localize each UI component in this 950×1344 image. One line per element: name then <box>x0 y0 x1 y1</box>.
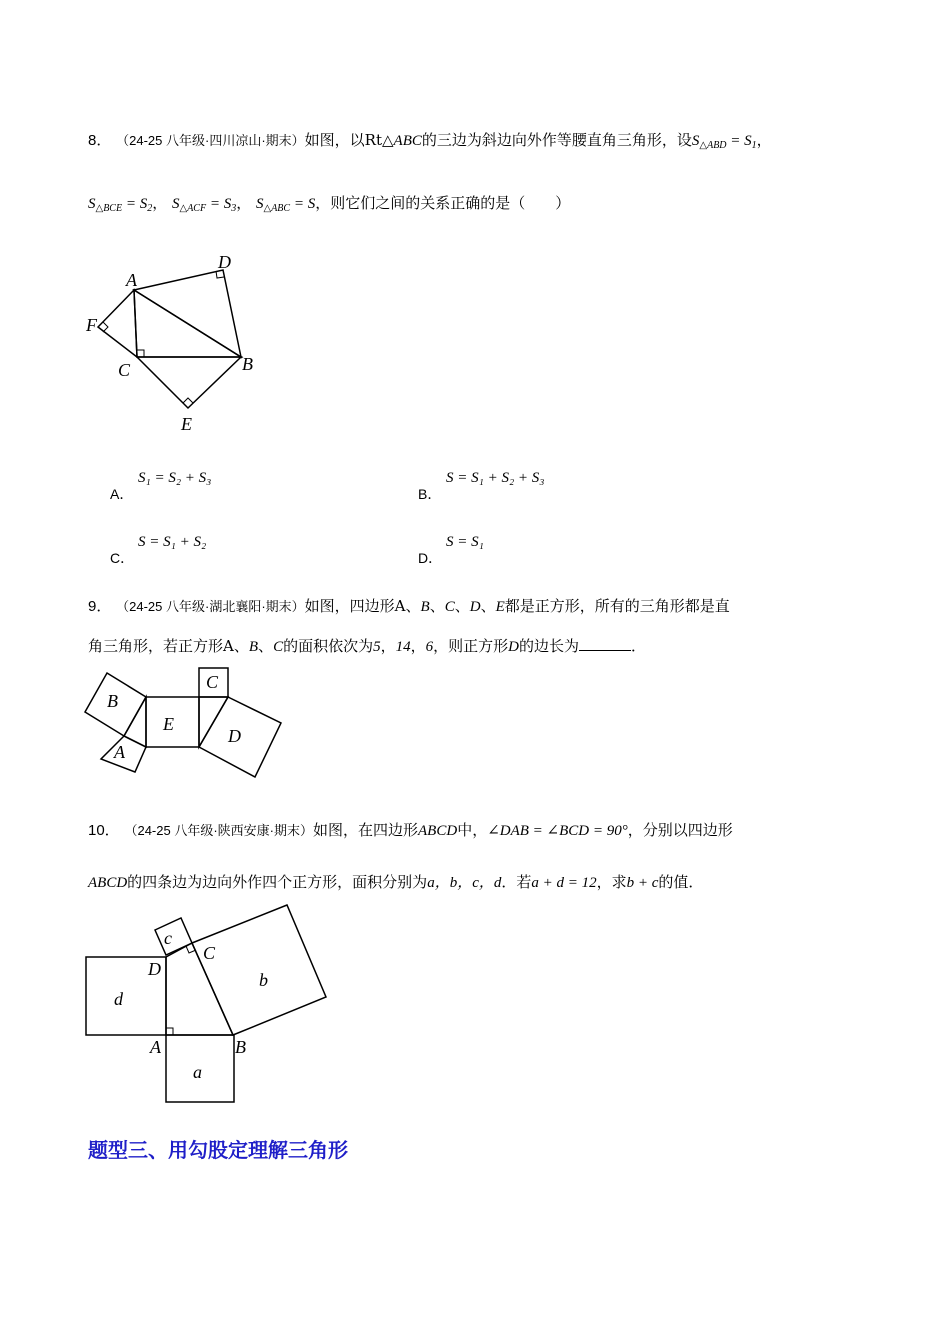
q9-line2: 角三角形，若正方形A、B、C的面积依次为5，14，6，则正方形D的边长为 ． <box>88 637 647 655</box>
q9-number: 9． <box>88 598 112 615</box>
q8-label-e: E <box>181 414 192 434</box>
q8-label-b: B <box>242 354 253 374</box>
q8-label-d: D <box>218 252 231 272</box>
q8-option-c-formula: S = S₁ + S₂ <box>138 534 207 550</box>
q8-label-f: F <box>86 315 97 335</box>
q10-label-b-small: b <box>259 970 268 990</box>
q10-label-a: A <box>150 1037 161 1057</box>
q8-label-c: C <box>118 360 131 380</box>
q10-label-d: D <box>148 959 161 979</box>
q8-rt: Rt△ <box>364 131 394 149</box>
q10-line1: 10． （24-25 八年级·陕西安康·期末）如图，在四边形ABCD中，∠DAB = ∠BCD = 90°，分别以四边形 <box>88 821 733 839</box>
q10-source: （24-25 八年级·陕西安康·期末） <box>124 823 313 838</box>
q8-line2: $S_{\triangle BCE} = S_2$， $S_{\triangle ACF} = S_3$， $S_{\triangle ABC} = S$，则它们之间的关系正确的是（ ） <box>88 194 571 214</box>
q10-label-d-small: d <box>114 989 123 1009</box>
q8-def2: $S_{\triangle BCE} = S_2$ <box>88 196 153 214</box>
q9-label-d: D <box>228 726 241 746</box>
q10-angle-eq: ∠DAB = ∠BCD = 90° <box>487 823 628 839</box>
q8-def3: $S_{\triangle ACF} = S_3$ <box>172 196 237 214</box>
q8-label-a: A <box>126 270 137 290</box>
q8-abc: ABC <box>393 133 422 149</box>
q10-square-c <box>155 918 192 955</box>
q9-answer-blank[interactable] <box>579 636 631 651</box>
q8-text-a: 如图，以 <box>304 131 365 149</box>
q8-def4: $S_{\triangle ABC} = S$ <box>256 196 316 214</box>
q9-label-a: A <box>114 742 125 762</box>
q8-figure <box>80 250 280 440</box>
q10-number: 10． <box>88 822 120 839</box>
q8-triangle-abd <box>134 270 241 357</box>
section-heading: 题型三、用勾股定理解三角形 <box>88 1138 348 1162</box>
q8-option-d-formula: S = S₁ <box>446 534 484 550</box>
q10-quadrilateral-abcd <box>166 943 233 1035</box>
q8-def1: $S_{\triangle ABD} = S_1$ <box>691 133 757 151</box>
q8-option-b-formula: S = S₁ + S₂ + S₃ <box>446 470 545 486</box>
q10-label-c: C <box>203 943 216 963</box>
q8-line1: 8． （24-25 八年级·四川凉山·期末）如图，以Rt△ABC的三边为斜边向外作等腰直角三角形，设$S_{\triangle ABD} = S_1$， <box>88 131 772 151</box>
q10-label-c-small: c <box>164 928 172 948</box>
q9-label-e: E <box>163 714 174 734</box>
q8-question: ，则它们之间的关系正确的是（ ） <box>315 194 571 212</box>
q8-number: 8． <box>88 132 112 149</box>
q10-figure <box>80 900 340 1110</box>
q10-label-b: B <box>235 1037 246 1057</box>
q9-line1: 9． （24-25 八年级·湖北襄阳·期末）如图，四边形A、B、C、D、E都是正方形，所有的三角形都是直 <box>88 597 730 615</box>
q9-label-b: B <box>107 691 118 711</box>
q8-option-a-formula: S₁ = S₂ + S₃ <box>138 470 212 486</box>
q10-line2: ABCD的四条边为边向外作四个正方形，面积分别为a，b，c，d．若a + d = 12，求b + c的值． <box>88 873 704 891</box>
q9-figure <box>80 660 290 785</box>
q8-triangle-bce <box>137 357 241 408</box>
q9-label-c: C <box>206 672 219 692</box>
q10-label-a-small: a <box>193 1062 202 1082</box>
q8-text-b: 的三边为斜边向外作等腰直角三角形，设 <box>421 131 692 149</box>
q8-source: （24-25 八年级·四川凉山·期末） <box>116 133 305 148</box>
q9-source: （24-25 八年级·湖北襄阳·期末） <box>116 599 305 614</box>
